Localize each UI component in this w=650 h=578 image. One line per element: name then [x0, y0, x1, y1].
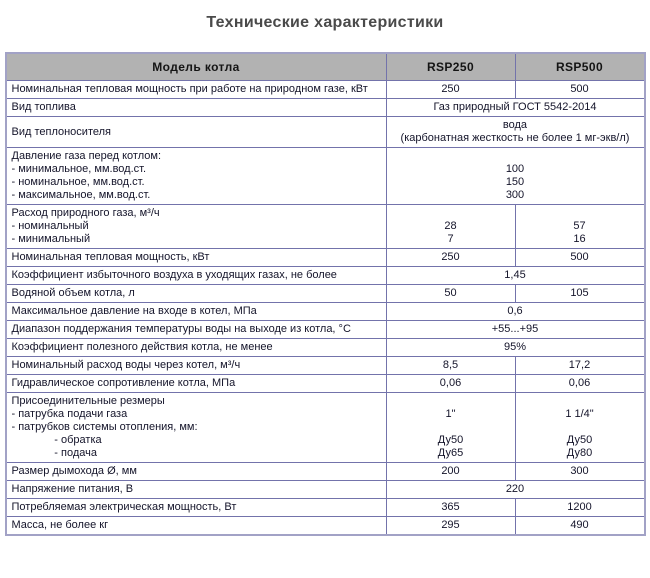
value-line [392, 421, 510, 434]
row-value-cell [386, 249, 515, 267]
row-value-cell [386, 357, 515, 375]
row-value-cell [386, 285, 515, 303]
label-line: Диапазон поддержания температуры воды на выходе из котла, °С [11, 323, 351, 335]
row-value-cell [386, 481, 645, 499]
value-line: 16 [573, 233, 586, 245]
row-value-cell [386, 339, 645, 357]
value-line: 365 [441, 501, 460, 513]
value-line: 1,45 [504, 269, 526, 281]
label-line: - минимальный [11, 233, 91, 245]
row-value-cell [515, 375, 645, 393]
value-line [521, 395, 639, 408]
row-label-cell [6, 249, 387, 267]
row-label-cell [6, 393, 387, 463]
label-line: Коэффициент полезного действия котла, не менее [11, 341, 273, 353]
table-row [6, 205, 645, 249]
row-label-cell [6, 321, 387, 339]
row-value-cell [386, 117, 645, 148]
label-line: Расход природного газа, м³/ч [11, 207, 160, 219]
row-label-cell [6, 148, 387, 205]
table-row [6, 517, 645, 536]
row-label-cell [6, 99, 387, 117]
value-line: Газ природный ГОСТ 5542-2014 [433, 101, 597, 113]
label-line: Присоединительные резмеры [11, 395, 165, 407]
label-line: - патрубков системы отопления, мм: [11, 421, 198, 433]
value-line: Ду50 [437, 434, 464, 446]
table-row [6, 393, 645, 463]
table-row [6, 117, 645, 148]
value-line: 100 [505, 163, 525, 175]
table-row [6, 499, 645, 517]
row-label-cell [6, 463, 387, 481]
row-value-cell [386, 517, 515, 536]
label-line: - номинальный [11, 220, 89, 232]
value-line: вода [502, 119, 528, 131]
value-line: 7 [447, 233, 454, 245]
value-line: Ду80 [566, 447, 593, 459]
row-label-cell [6, 499, 387, 517]
value-line: Ду50 [566, 434, 593, 446]
row-value-cell [386, 321, 645, 339]
row-label-cell [6, 357, 387, 375]
value-line [392, 150, 639, 163]
table-row [6, 99, 645, 117]
label-line: Потребляемая электрическая мощность, Вт [11, 501, 237, 513]
row-label-cell [6, 285, 387, 303]
table-row [6, 375, 645, 393]
value-line: 300 [570, 465, 589, 477]
value-line: Ду65 [437, 447, 464, 459]
value-line: 500 [570, 251, 589, 263]
header-row [6, 53, 645, 81]
label-line: Напряжение питания, В [11, 483, 134, 495]
table-row [6, 303, 645, 321]
value-line: 28 [444, 220, 457, 232]
value-line: 220 [505, 483, 525, 495]
label-line: - обратка [11, 434, 102, 446]
value-line: 0,06 [568, 377, 591, 389]
row-value-cell [386, 375, 515, 393]
table-row [6, 463, 645, 481]
row-value-cell [386, 148, 645, 205]
value-line: 150 [505, 176, 525, 188]
table-row [6, 285, 645, 303]
table-row [6, 148, 645, 205]
table-row [6, 357, 645, 375]
value-line [521, 421, 639, 434]
value-line: 490 [570, 519, 589, 531]
value-line: 300 [505, 189, 525, 201]
label-line: Максимальное давление на входе в котел, МПа [11, 305, 257, 317]
label-line: Масса, не более кг [11, 519, 109, 531]
label-line: - минимальное, мм.вод.ст. [11, 163, 147, 175]
table-row [6, 321, 645, 339]
value-line: 105 [570, 287, 589, 299]
row-label-cell [6, 339, 387, 357]
row-label-cell [6, 117, 387, 148]
label-line: Вид топлива [11, 101, 76, 113]
label-line: Давление газа перед котлом: [11, 150, 161, 162]
row-label-cell [6, 375, 387, 393]
spec-table [5, 52, 646, 536]
value-line: 250 [441, 251, 460, 263]
label-line: - максимальное, мм.вод.ст. [11, 189, 151, 201]
row-value-cell [386, 205, 515, 249]
table-row [6, 339, 645, 357]
label-line: Номинальная тепловая мощность, кВт [11, 251, 210, 263]
value-line: 95% [503, 341, 527, 353]
row-value-cell [386, 463, 515, 481]
value-line [392, 395, 510, 408]
spec-table-body [6, 81, 645, 536]
row-value-cell [386, 393, 515, 463]
row-value-cell [515, 205, 645, 249]
value-line: 8,5 [442, 359, 459, 371]
header-col-rsp500: RSP500 [515, 53, 645, 81]
row-value-cell [386, 499, 515, 517]
value-line: 200 [441, 465, 460, 477]
value-line: 1200 [567, 501, 592, 513]
value-line [521, 207, 639, 220]
row-value-cell [515, 357, 645, 375]
label-line: Номинальный расход воды через котел, м³/ч [11, 359, 241, 371]
table-row [6, 481, 645, 499]
label-line: Коэффициент избыточного воздуха в уходящих газах, не более [11, 269, 337, 281]
value-line: (карбонатная жесткость не более 1 мг-экв/л) [400, 132, 630, 144]
table-row [6, 81, 645, 99]
row-value-cell [515, 249, 645, 267]
label-line: Номинальная тепловая мощность при работе на природном газе, кВт [11, 83, 368, 95]
page-title: Технические характеристики [206, 14, 444, 31]
table-row [6, 267, 645, 285]
value-line: 1 1/4" [565, 408, 594, 420]
value-line: +55...+95 [491, 323, 539, 335]
label-line: Гидравлическое сопротивление котла, МПа [11, 377, 236, 389]
table-row [6, 249, 645, 267]
row-label-cell [6, 303, 387, 321]
header-model-cell: Модель котла [6, 53, 387, 81]
row-value-cell [386, 267, 645, 285]
label-line: - подача [11, 447, 97, 459]
value-line [392, 207, 510, 220]
value-line: 17,2 [568, 359, 591, 371]
value-line: 0,06 [439, 377, 462, 389]
value-line: 500 [570, 83, 589, 95]
value-line: 295 [441, 519, 460, 531]
row-label-cell [6, 481, 387, 499]
row-value-cell [515, 463, 645, 481]
value-line: 57 [573, 220, 586, 232]
row-value-cell [515, 81, 645, 99]
row-label-cell [6, 517, 387, 536]
value-line: 50 [444, 287, 457, 299]
row-value-cell [386, 81, 515, 99]
label-line: - номинальное, мм.вод.ст. [11, 176, 145, 188]
row-value-cell [515, 393, 645, 463]
row-value-cell [515, 285, 645, 303]
row-label-cell [6, 81, 387, 99]
row-value-cell [386, 99, 645, 117]
row-value-cell [515, 517, 645, 536]
row-label-cell [6, 205, 387, 249]
row-value-cell [515, 499, 645, 517]
header-col-rsp250: RSP250 [386, 53, 515, 81]
row-value-cell [386, 303, 645, 321]
value-line: 1" [445, 408, 456, 420]
label-line: Вид теплоносителя [11, 125, 111, 138]
label-line: Размер дымохода Ø, мм [11, 465, 137, 477]
row-label-cell [6, 267, 387, 285]
value-line: 250 [441, 83, 460, 95]
label-line: Водяной объем котла, л [11, 287, 135, 299]
value-line: 0,6 [507, 305, 523, 317]
label-line: - патрубка подачи газа [11, 408, 128, 420]
